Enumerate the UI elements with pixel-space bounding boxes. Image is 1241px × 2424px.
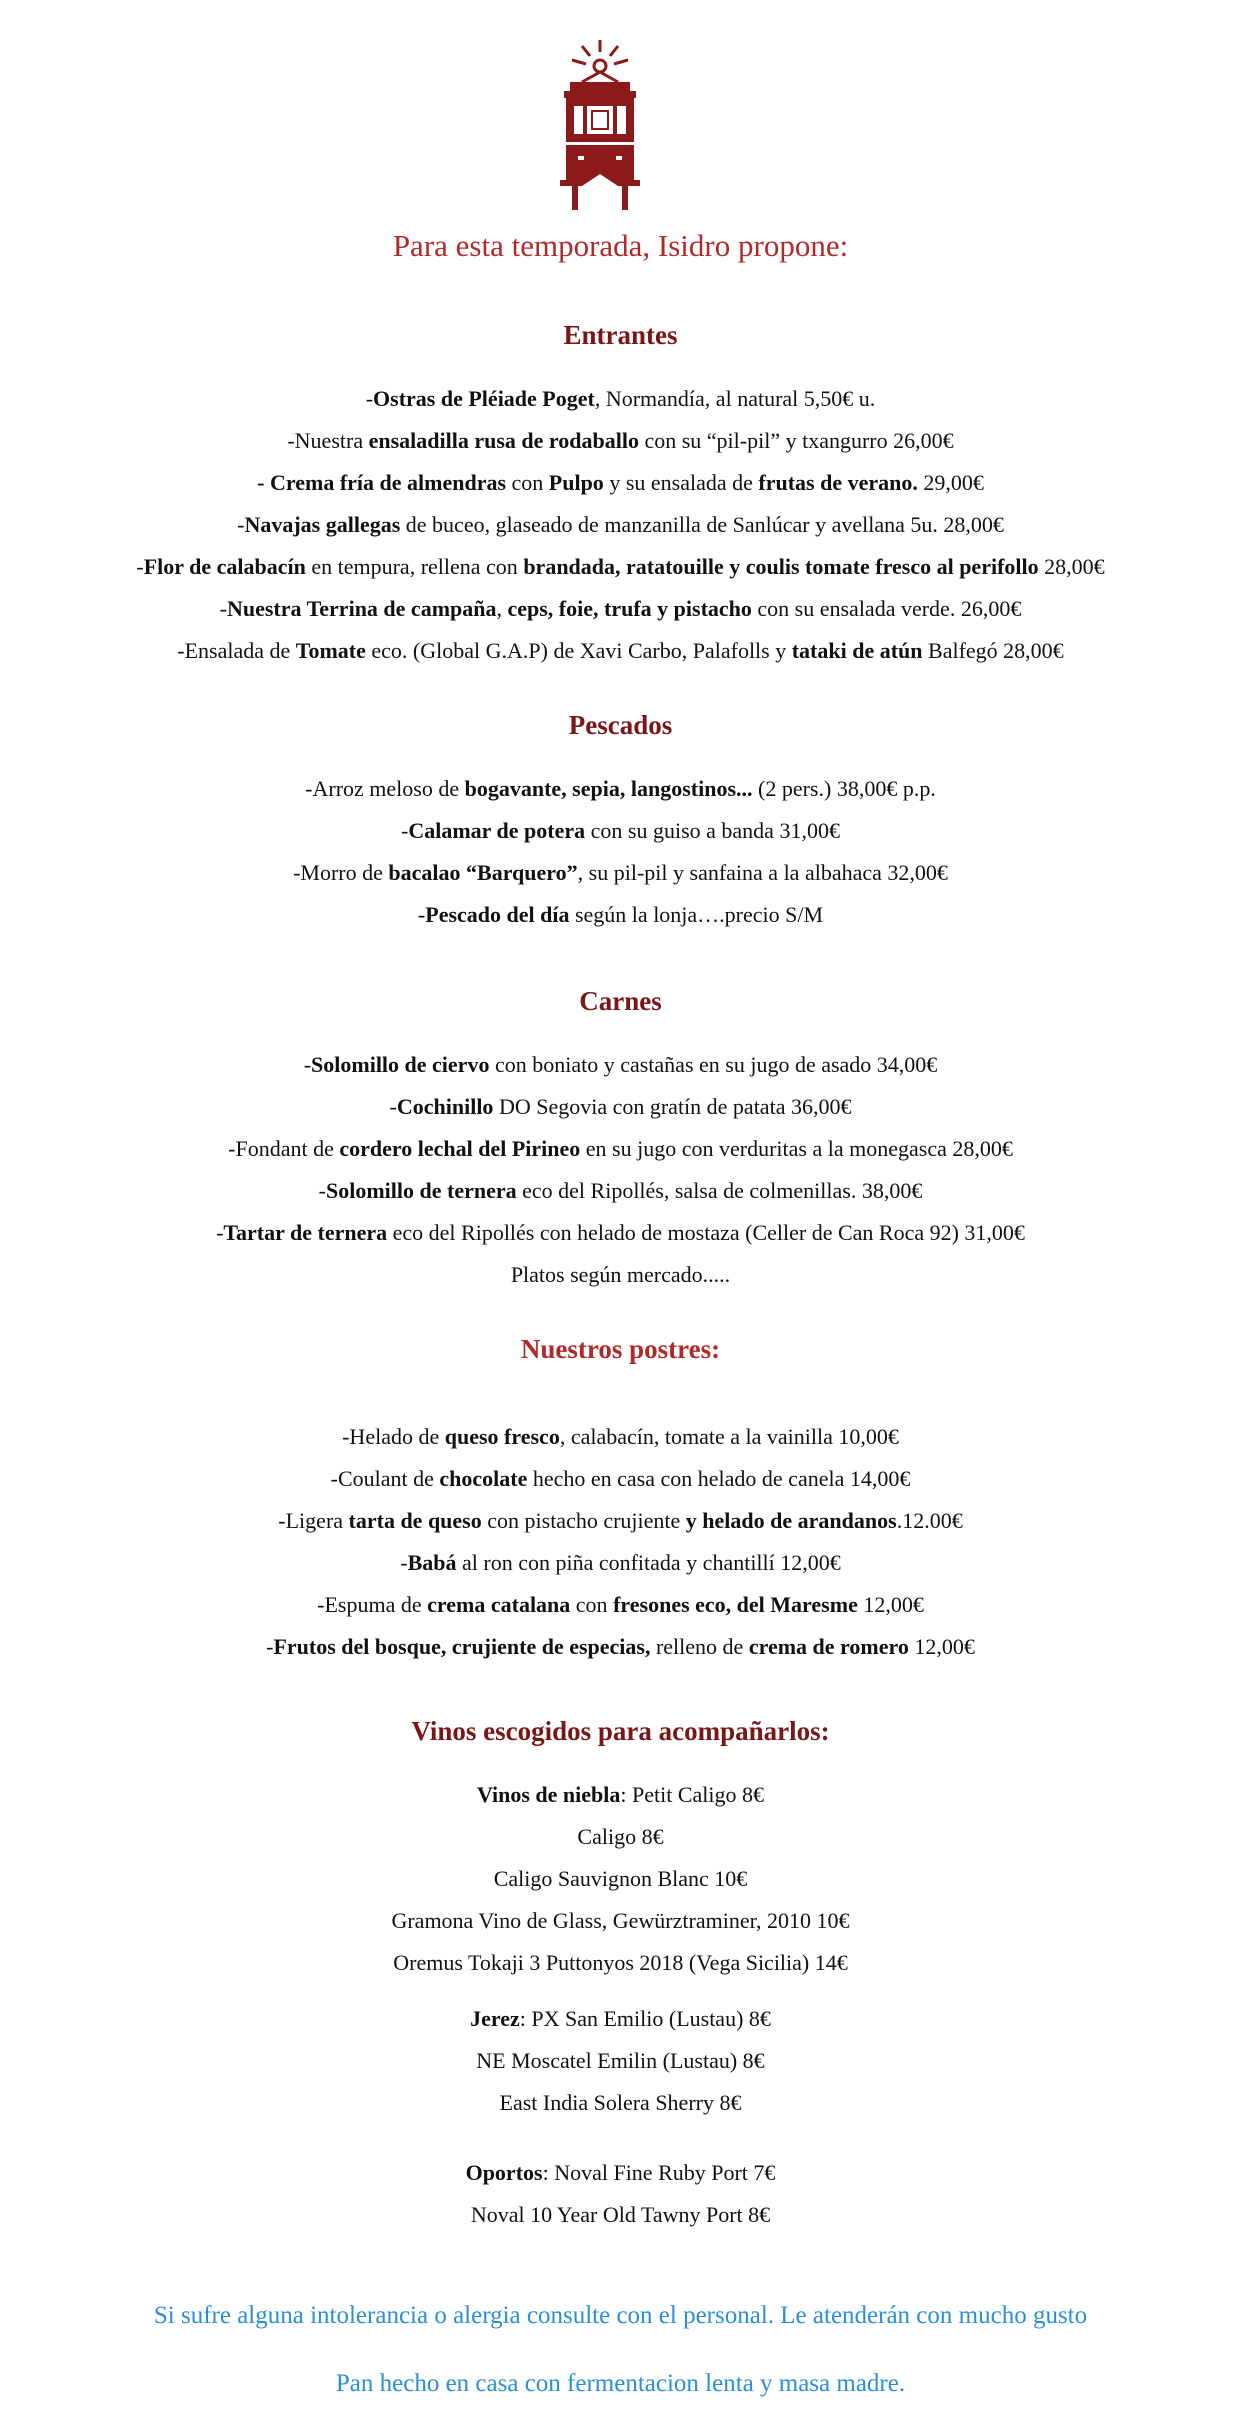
- dish-text: , su pil-pil y sanfaina a la albahaca 32,00€: [577, 860, 948, 885]
- menu-item: [0, 1134, 1241, 1164]
- dish-text: con boniato y castañas en su jugo de asado 34,00€: [489, 1052, 938, 1077]
- menu-item: [0, 636, 1241, 666]
- dish-text: Balfegó 28,00€: [922, 638, 1064, 663]
- dish-highlight: Navajas gallegas: [244, 512, 401, 537]
- dish-text: Caligo Sauvignon Blanc 10€: [493, 1866, 748, 1891]
- dish-text: -: [389, 1094, 397, 1119]
- menu-item: [0, 1218, 1241, 1248]
- dish-text: -Ligera: [278, 1508, 349, 1533]
- dish-text: -Fondant de: [228, 1136, 340, 1161]
- dish-text: -: [417, 902, 426, 927]
- dish-text: 12,00€: [857, 1592, 924, 1617]
- dish-highlight: Tartar de ternera: [223, 1220, 388, 1245]
- menu-item: [0, 426, 1241, 456]
- dish-highlight: ensaladilla rusa de rodaballo: [368, 428, 639, 453]
- dish-text: : PX San Emilio (Lustau) 8€: [519, 2006, 771, 2031]
- menu-item: [0, 510, 1241, 540]
- menu-item: [0, 858, 1241, 888]
- dish-text: con su ensalada verde. 26,00€: [751, 596, 1022, 621]
- dish-highlight: Ostras de Pléiade Poget: [373, 386, 595, 411]
- dish-highlight: Cochinillo: [396, 1094, 494, 1119]
- dish-highlight: Flor de calabacín: [143, 554, 306, 579]
- dish-text: (2 pers.) 38,00€ p.p.: [752, 776, 936, 801]
- dish-text: -: [266, 1634, 274, 1659]
- menu-item: [0, 1050, 1241, 1080]
- dish-text: eco del Ripollés, salsa de colmenillas. 38,00€: [516, 1178, 923, 1203]
- dish-text: DO Segovia con gratín de patata 36,00€: [493, 1094, 852, 1119]
- dish-highlight: Solomillo de ciervo: [311, 1052, 490, 1077]
- section-title-entrantes: Entrantes: [563, 320, 678, 350]
- dish-text: , calabacín, tomate a la vainilla 10,00€: [559, 1424, 899, 1449]
- dish-text: Platos según mercado.....: [510, 1262, 731, 1287]
- dish-text: relleno de: [650, 1634, 749, 1659]
- dish-text: de buceo, glaseado de manzanilla de Sanlúcar y avellana 5u. 28,00€: [400, 512, 1004, 537]
- menu-item: [0, 594, 1241, 624]
- dish-text: 12,00€: [908, 1634, 975, 1659]
- dish-text: : Noval Fine Ruby Port 7€: [542, 2160, 776, 2185]
- menu-item: [0, 1590, 1241, 1620]
- wine-item: [0, 1780, 1241, 1810]
- dish-highlight: Tomate: [295, 638, 366, 663]
- dish-highlight: y helado de arandanos: [685, 1508, 897, 1533]
- dish-highlight: Oportos: [465, 2160, 543, 2185]
- dish-text: hecho en casa con helado de canela 14,00€: [527, 1466, 911, 1491]
- dish-text: Oremus Tokaji 3 Puttonyos 2018 (Vega Sicilia) 14€: [393, 1950, 848, 1975]
- dish-text: en su jugo con verduritas a la monegasca 28,00€: [580, 1136, 1013, 1161]
- dish-text: -Arroz meloso de: [305, 776, 465, 801]
- wine-item: [0, 2004, 1241, 2034]
- dish-highlight: crema catalana: [427, 1592, 571, 1617]
- dish-text: eco. (Global G.A.P) de Xavi Carbo, Palafolls y: [365, 638, 792, 663]
- menu-item: [0, 774, 1241, 804]
- dish-text: -Morro de: [293, 860, 389, 885]
- dish-text: con su “pil-pil” y txangurro 26,00€: [638, 428, 954, 453]
- menu-item: [0, 1422, 1241, 1452]
- menu-item: [0, 1260, 1241, 1290]
- menu-item: [0, 816, 1241, 846]
- dish-text: Noval 10 Year Old Tawny Port 8€: [470, 2202, 771, 2227]
- dish-text: -Coulant de: [330, 1466, 440, 1491]
- dish-highlight: chocolate: [439, 1466, 528, 1491]
- menu-item: [0, 1548, 1241, 1578]
- dish-text: -Helado de: [342, 1424, 445, 1449]
- dish-highlight: Nuestra Terrina de campaña: [226, 596, 497, 621]
- wine-item: [0, 1906, 1241, 1936]
- dish-highlight: bogavante, sepia, langostinos...: [464, 776, 753, 801]
- dish-text: en tempura, rellena con: [305, 554, 524, 579]
- dish-text: -Nuestra: [287, 428, 369, 453]
- wine-item: [0, 2088, 1241, 2118]
- dish-highlight: queso fresco: [444, 1424, 560, 1449]
- dish-highlight: tataki de atún: [791, 638, 923, 663]
- dish-text: -: [318, 1178, 326, 1203]
- dish-text: -Espuma de: [317, 1592, 428, 1617]
- dish-text: ,: [496, 596, 508, 621]
- wine-item: [0, 2158, 1241, 2188]
- menu-item: [0, 1464, 1241, 1494]
- dish-text: -: [219, 596, 227, 621]
- wine-item: [0, 1864, 1241, 1894]
- dish-text: NE Moscatel Emilin (Lustau) 8€: [476, 2048, 765, 2073]
- intro-headline: Para esta temporada, Isidro propone:: [392, 228, 849, 263]
- allergy-notice: Si sufre alguna intolerancia o alergia consulte con el personal. Le atenderán con mucho gusto: [153, 2302, 1088, 2329]
- dish-text: : Petit Caligo 8€: [620, 1782, 765, 1807]
- section-title-vinos: Vinos escogidos para acompañarlos:: [411, 1716, 830, 1746]
- wine-item: [0, 1822, 1241, 1852]
- dish-text: con: [506, 470, 549, 495]
- dish-text: eco del Ripollés con helado de mostaza (Celler de Can Roca 92) 31,00€: [387, 1220, 1025, 1245]
- dish-text: East India Solera Sherry 8€: [499, 2090, 742, 2115]
- dish-text: Gramona Vino de Glass, Gewürztraminer, 2010 10€: [391, 1908, 850, 1933]
- dish-text: -: [216, 1220, 224, 1245]
- menu-item: [0, 1506, 1241, 1536]
- menu-item: [0, 384, 1241, 414]
- dish-text: Caligo 8€: [577, 1824, 664, 1849]
- dish-highlight: Pescado del día: [425, 902, 570, 927]
- dish-highlight: brandada, ratatouille y coulis tomate fresco al perifollo: [523, 554, 1039, 579]
- dish-text: -: [237, 512, 245, 537]
- dish-highlight: cordero lechal del Pirineo: [339, 1136, 581, 1161]
- dish-text: al ron con piña confitada y chantillí 12,00€: [456, 1550, 841, 1575]
- dish-highlight: Calamar de potera: [408, 818, 586, 843]
- wine-item: [0, 1948, 1241, 1978]
- bread-notice: Pan hecho en casa con fermentacion lenta y masa madre.: [335, 2370, 906, 2397]
- section-title-postres: Nuestros postres:: [520, 1334, 721, 1364]
- dish-highlight: Frutos del bosque, crujiente de especias,: [273, 1634, 651, 1659]
- dish-highlight: Vinos de niebla: [476, 1782, 621, 1807]
- dish-text: -: [401, 818, 409, 843]
- menu-item: [0, 900, 1241, 930]
- menu-item: [0, 1632, 1241, 1662]
- dish-text: según la lonja….precio S/M: [569, 902, 824, 927]
- menu-item: [0, 468, 1241, 498]
- dish-highlight: tarta de queso: [348, 1508, 482, 1533]
- dish-text: 29,00€: [917, 470, 984, 495]
- dish-highlight: - Crema fría de almendras: [257, 470, 507, 495]
- tram-icon: [548, 38, 652, 210]
- dish-text: -: [136, 554, 144, 579]
- dish-text: , Normandía, al natural 5,50€ u.: [594, 386, 876, 411]
- dish-text: 28,00€: [1038, 554, 1105, 579]
- dish-text: -: [365, 386, 374, 411]
- dish-text: con: [570, 1592, 614, 1617]
- dish-highlight: ceps, foie, trufa y pistacho: [507, 596, 752, 621]
- wine-item: [0, 2046, 1241, 2076]
- dish-highlight: frutas de verano.: [758, 470, 918, 495]
- menu-item: [0, 552, 1241, 582]
- dish-highlight: fresones eco, del Maresme: [613, 1592, 858, 1617]
- menu-item: [0, 1092, 1241, 1122]
- wine-item: [0, 2200, 1241, 2230]
- dish-text: -: [303, 1052, 312, 1077]
- dish-highlight: Solomillo de ternera: [325, 1178, 517, 1203]
- dish-highlight: Babá: [407, 1550, 457, 1575]
- dish-highlight: bacalao “Barquero”: [388, 860, 578, 885]
- dish-text: con pistacho crujiente: [481, 1508, 686, 1533]
- dish-text: .12.00€: [896, 1508, 963, 1533]
- section-title-carnes: Carnes: [579, 986, 662, 1016]
- dish-highlight: Jerez: [470, 2006, 520, 2031]
- dish-highlight: crema de romero: [748, 1634, 909, 1659]
- menu-item: [0, 1176, 1241, 1206]
- dish-text: -: [400, 1550, 408, 1575]
- dish-text: con su guiso a banda 31,00€: [585, 818, 840, 843]
- section-title-pescados: Pescados: [568, 710, 673, 740]
- dish-text: y su ensalada de: [603, 470, 759, 495]
- dish-highlight: Pulpo: [548, 470, 604, 495]
- dish-text: -Ensalada de: [177, 638, 296, 663]
